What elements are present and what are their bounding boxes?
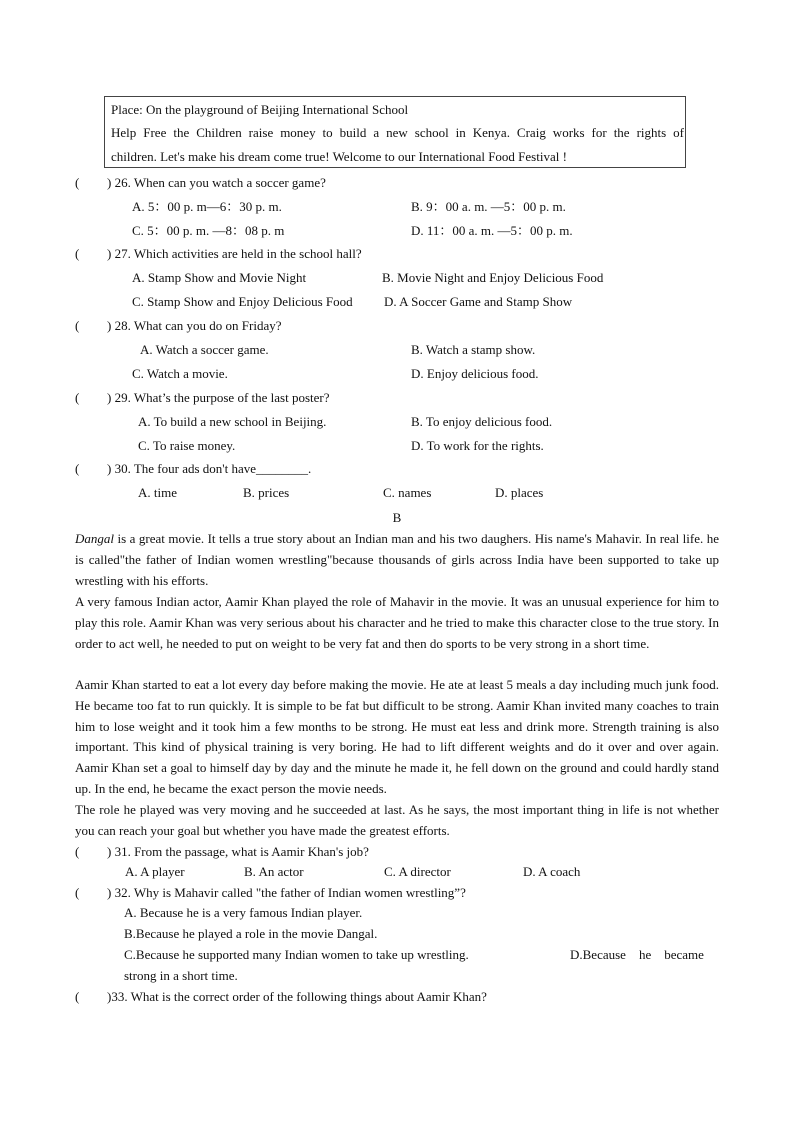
question-33-stem: )33. What is the correct order of the following things about Aamir Khan? — [107, 989, 487, 1004]
passage-paragraph-1 — [75, 529, 719, 591]
q31-option-a: A. A player — [125, 864, 185, 879]
notice-line-help: Help Free the Children raise money to build a new school in Kenya. Craig works for the rights of — [111, 125, 684, 140]
question-27-stem: ) 27. Which activities are held in the school hall? — [107, 246, 362, 261]
q31-option-d: D. A coach — [523, 864, 581, 879]
passage-paragraph-4: The role he played was very moving and he succeeded at last. As he says, the most important thing in life is not whether you can reach your goal but whether you have made the greatest efforts. — [75, 802, 719, 838]
answer-paren: ( — [75, 844, 80, 859]
answer-paren: ( — [75, 885, 80, 900]
answer-paren: ( — [75, 989, 80, 1004]
q27-option-a: A. Stamp Show and Movie Night — [132, 270, 307, 285]
q32-option-d-continued: strong in a short time. — [124, 968, 238, 983]
question-26-stem: ) 26. When can you watch a soccer game? — [107, 175, 326, 190]
question-29-stem: ) 29. What’s the purpose of the last poster? — [107, 390, 330, 405]
q28-option-b: B. Watch a stamp show. — [411, 342, 536, 357]
passage-paragraph-2: A very famous Indian actor, Aamir Khan played the role of Mahavir in the movie. It was an unusual experience for him to play this role. Aamir Khan was very serious about his character and he tried to make this character close to the true story. In order to act well, he needed to put on weight to be very fat and then do sports to be very strong in a short time. — [75, 594, 719, 651]
q29-option-c: C. To raise money. — [138, 438, 236, 453]
answer-paren: ( — [75, 175, 80, 190]
answer-paren: ( — [75, 318, 80, 333]
q28-option-c: C. Watch a movie. — [132, 366, 228, 381]
passage-paragraph-3: Aamir Khan started to eat a lot every day before making the movie. He ate at least 5 meals a day including much junk food. He became too fat to run quickly. It is simple to be fat but difficult to be strong. Aamir Khan invited many coaches to train him to lose weight and it took him a few months to be strong. He must eat less and drink more. Strength training is also important. This kind of physical training is very boring. He had to lift different weights and do it over and over again. Aamir Khan set a goal to himself day by day and the minute he made it, he fell down on the ground and could hardly stand up. In the end, he became the exact person the movie needs. — [75, 677, 719, 796]
q29-option-b: B. To enjoy delicious food. — [411, 414, 553, 429]
q28-option-a: A. Watch a soccer game. — [140, 342, 269, 357]
answer-paren: ( — [75, 246, 80, 261]
q32-option-d: D.Because he became — [570, 947, 704, 962]
q27-option-c: C. Stamp Show and Enjoy Delicious Food — [132, 294, 353, 309]
q31-option-b: B. An actor — [244, 864, 304, 879]
notice-line-place: Place: On the playground of Beijing International School — [111, 102, 409, 117]
answer-paren: ( — [75, 461, 80, 476]
q29-option-a: A. To build a new school in Beijing. — [138, 414, 327, 429]
q26-option-b: B. 9：00 a. m. —5：00 p. m. — [411, 199, 566, 214]
q29-option-d: D. To work for the rights. — [411, 438, 544, 453]
notice-line-children: children. Let's make his dream come true! Welcome to our International Food Festival ! — [111, 149, 567, 164]
q30-option-a: A. time — [138, 485, 177, 500]
question-31-stem: ) 31. From the passage, what is Aamir Khan's job? — [107, 844, 369, 859]
q30-option-d: D. places — [495, 485, 544, 500]
q27-option-b: B. Movie Night and Enjoy Delicious Food — [382, 270, 604, 285]
q27-option-d: D. A Soccer Game and Stamp Show — [384, 294, 573, 309]
section-b-heading: B — [392, 510, 402, 525]
q31-option-c: C. A director — [384, 864, 451, 879]
question-30-stem: ) 30. The four ads don't have________. — [107, 461, 312, 476]
paragraph-1-text: is a great movie. It tells a true story about an Indian man and his two daughers. His name's Mahavir. In real life. he is called"the father of Indian women wrestling"because thousands of girls across India have been supported to take up wrestling with his efforts. — [75, 531, 719, 588]
q30-option-c: C. names — [383, 485, 432, 500]
q26-option-d: D. 11：00 a. m. —5：00 p. m. — [411, 223, 573, 238]
q26-option-a: A. 5：00 p. m—6：30 p. m. — [132, 199, 282, 214]
movie-title: Dangal — [75, 531, 114, 546]
q28-option-d: D. Enjoy delicious food. — [411, 366, 539, 381]
q26-option-c: C. 5：00 p. m. —8：08 p. m — [132, 223, 285, 238]
answer-paren: ( — [75, 390, 80, 405]
q30-option-b: B. prices — [243, 485, 290, 500]
question-28-stem: ) 28. What can you do on Friday? — [107, 318, 282, 333]
q32-option-c: C.Because he supported many Indian women to take up wrestling. — [124, 947, 469, 962]
q32-option-a: A. Because he is a very famous Indian player. — [124, 905, 363, 920]
q32-option-b: B.Because he played a role in the movie Dangal. — [124, 926, 378, 941]
question-32-stem: ) 32. Why is Mahavir called "the father of Indian women wrestling”? — [107, 885, 466, 900]
